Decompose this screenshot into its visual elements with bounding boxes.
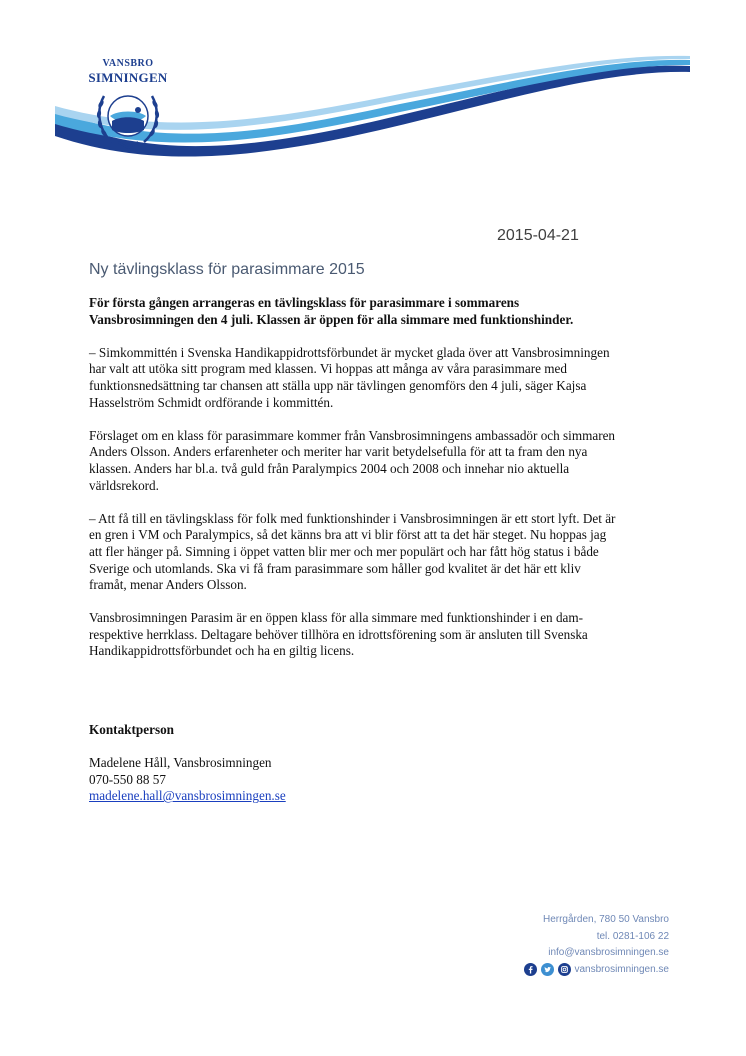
footer-email[interactable]: info@vansbrosimningen.se [548, 947, 669, 958]
logo-text-simningen: SIMNINGEN [88, 70, 168, 85]
footer-address: Herrgården, 780 50 Vansbro [542, 914, 669, 925]
social-row [524, 962, 670, 979]
facebook-icon[interactable] [524, 963, 537, 976]
contact-section [89, 722, 489, 805]
vansbrosimningen-logo [88, 58, 168, 154]
footer-phone: tel. 0281-106 22 [596, 930, 669, 942]
instagram-icon[interactable] [558, 963, 571, 976]
body-paragraph: Förslaget om en klass för parasimmare kommer från Vansbrosimningens ambassadör och simmaren Anders Olsson. Anders erfarenheter och meriter har varit betydelsefulla för att ta fram den nya klassen. Anders har bl.a. två guld från Paralympics 2004 och 2008 och innehar nio aktuella världsrekord. [89, 427, 616, 493]
body-paragraph: – Simkommittén i Svenska Handikappidrottsförbundet är mycket glada över att Vansbrosimningen har valt att utöka sitt program med klassen. Vi hoppas att många av våra parasimmare med funktionsnedsättning tar chansen att ställa upp när tävlingen genomförs den 4 juli, säger Kajsa Hasselström Schmidt ordförande i kommittén. [89, 344, 610, 410]
contact-phone: 070-550 88 57 [89, 771, 166, 787]
contact-email-link[interactable]: madelene.hall@vansbrosimningen.se [89, 788, 286, 804]
letter-date: 2015-04-21 [497, 227, 579, 244]
lead-paragraph: För första gången arrangeras en tävlingsklass för parasimmare i sommarens Vansbrosimningen den 4 juli. Klassen är öppen för alla simmare med funktionshinder. [89, 295, 574, 327]
laurel-swimmer-icon [88, 58, 168, 154]
logo-text-vansbro: VANSBRO [102, 58, 154, 69]
contact-heading: Kontaktperson [89, 722, 174, 737]
press-release-body [89, 295, 619, 677]
press-release-title: Ny tävlingsklass för parasimmare 2015 [89, 261, 365, 278]
contact-name: Madelene Håll, Vansbrosimningen [89, 755, 272, 771]
body-paragraph: Vansbrosimningen Parasim är en öppen klass för alla simmare med funktionshinder i en dam- respektive herrklass. Deltagare behöver tillhöra en idrottsförening som är ansluten till Svenska Handikappidrottsförbundet och ha en giltig licens. [89, 610, 588, 659]
twitter-icon[interactable] [541, 963, 554, 976]
footer-website[interactable]: vansbrosimningen.se [574, 963, 669, 975]
body-paragraph: – Att få till en tävlingsklass för folk med funktionshinder i Vansbrosimningen är ett stort lyft. Det är en gren i VM och Paralympics, så det känns bra att vi blir först att ta det här steget. Nu hoppas jag att fler hänger på. Simning i öppet vatten blir mer och mer populärt och har fått hög status i både Sverige och utomlands. Ska vi få fram parasimmare som håller god kvalitet är det här ett kliv framåt, menar Anders Olsson. [89, 510, 616, 593]
letterhead [0, 0, 746, 175]
footer-contact-info [524, 912, 670, 978]
